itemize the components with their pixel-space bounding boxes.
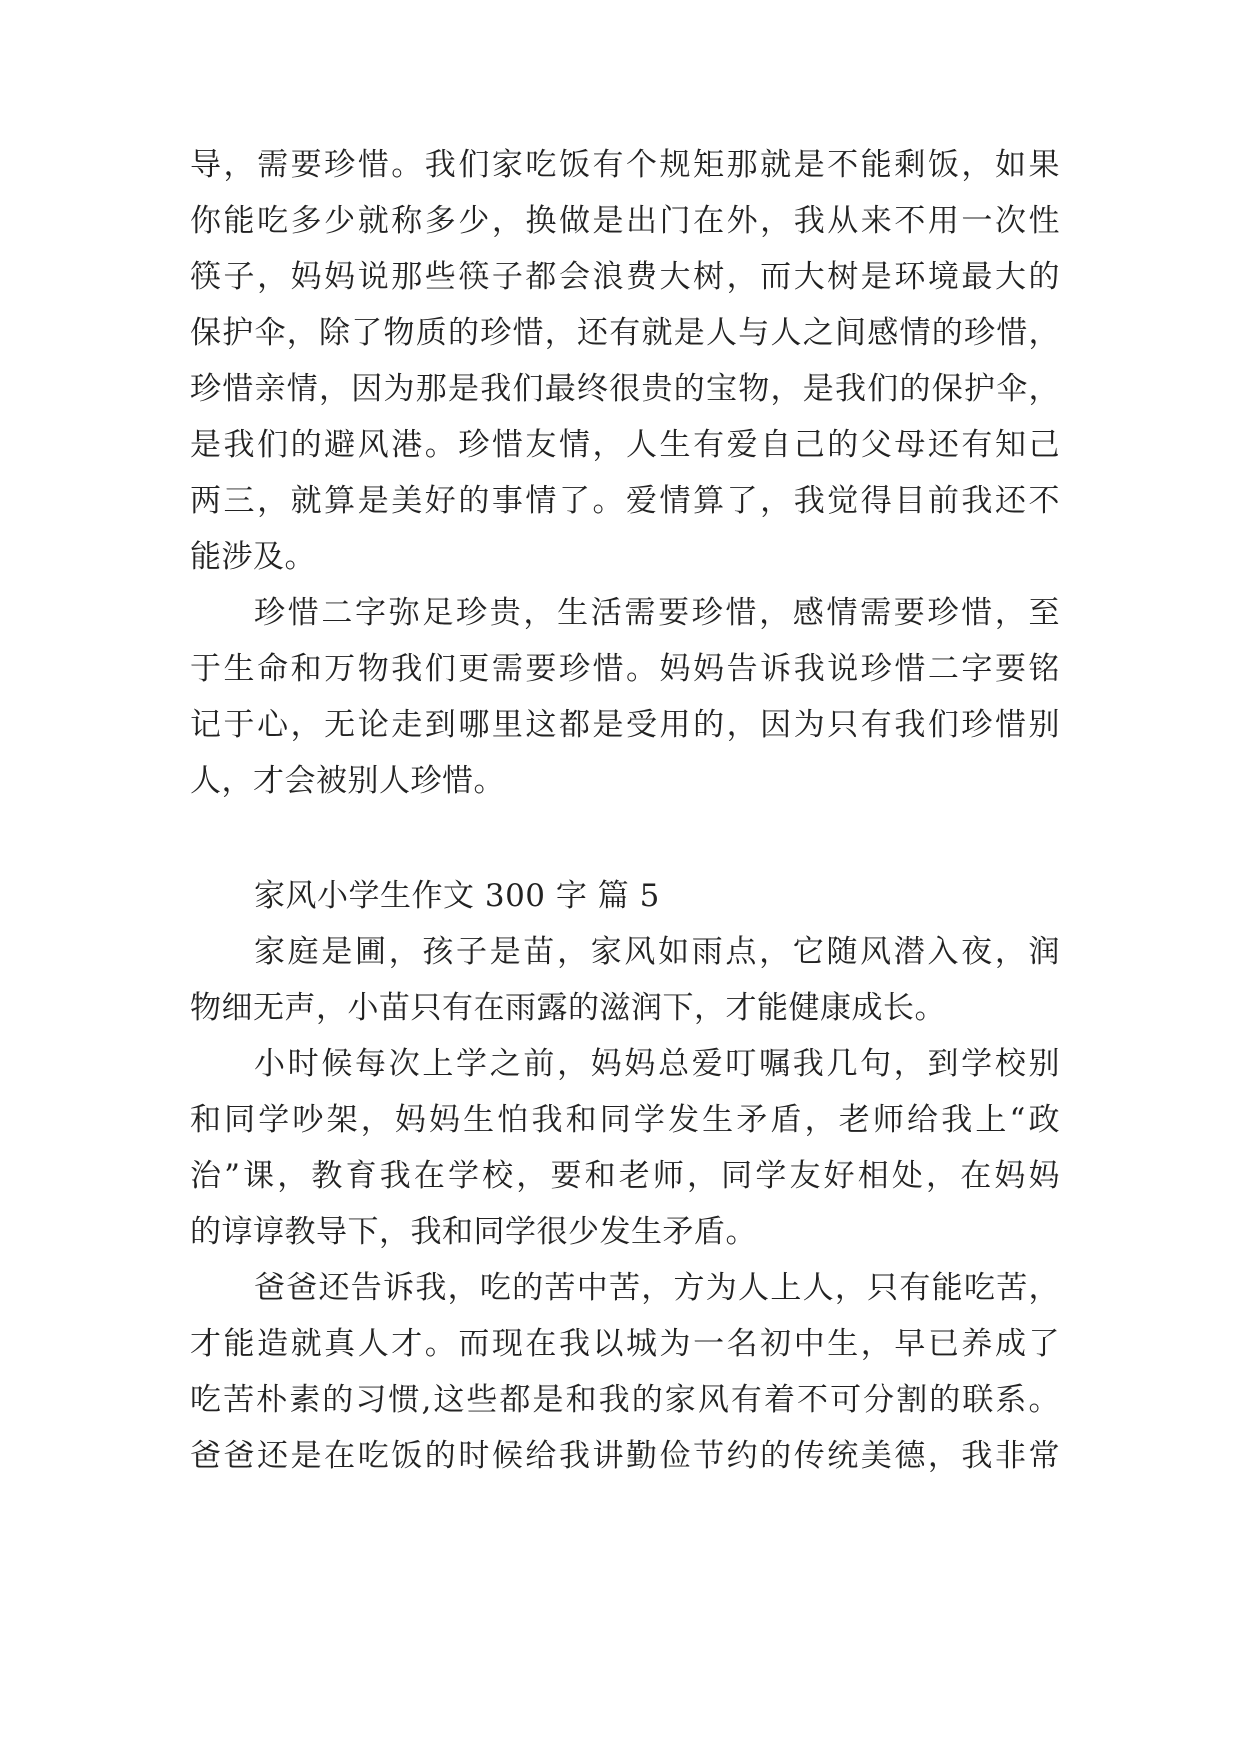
text-line: 吃苦朴素的习惯,这些都是和我的家风有着不可分割的联系。	[190, 1382, 1060, 1418]
text-line: 物细无声，小苗只有在雨露的滋润下，才能健康成长。	[190, 990, 946, 1026]
text-line: 治”课，教育我在学校，要和老师，同学友好相处，在妈妈	[190, 1158, 1060, 1194]
text-line: 筷子，妈妈说那些筷子都会浪费大树，而大树是环境最大的	[190, 259, 1060, 295]
text-line: 珍惜二字弥足珍贵，生活需要珍惜，感情需要珍惜，至	[254, 595, 1060, 631]
text-line: 于生命和万物我们更需要珍惜。妈妈告诉我说珍惜二字要铭	[190, 651, 1060, 687]
text-line: 你能吃多少就称多少，换做是出门在外，我从来不用一次性	[190, 203, 1060, 239]
text-line: 记于心，无论走到哪里这都是受用的，因为只有我们珍惜别	[190, 707, 1060, 743]
text-line: 导，需要珍惜。我们家吃饭有个规矩那就是不能剩饭，如果	[190, 147, 1060, 183]
text-line: 人，才会被别人珍惜。	[190, 763, 505, 799]
text-line: 家庭是圃，孩子是苗，家风如雨点，它随风潜入夜，润	[254, 934, 1060, 970]
text-line: 能涉及。	[190, 539, 316, 575]
text-line: 珍惜亲情，因为那是我们最终很贵的宝物，是我们的保护伞，	[190, 371, 1060, 407]
text-line: 两三，就算是美好的事情了。爱情算了，我觉得目前我还不	[190, 483, 1060, 519]
text-line: 爸爸还是在吃饭的时候给我讲勤俭节约的传统美德，我非常	[190, 1438, 1060, 1474]
text-line: 小时候每次上学之前，妈妈总爱叮嘱我几句，到学校别	[254, 1046, 1060, 1082]
text-line: 才能造就真人才。而现在我以城为一名初中生，早已养成了	[190, 1326, 1060, 1362]
text-line: 保护伞，除了物质的珍惜，还有就是人与人之间感情的珍惜，	[190, 315, 1060, 351]
section-heading: 家风小学生作文 300 字 篇 5	[254, 878, 660, 914]
text-line: 爸爸还告诉我，吃的苦中苦，方为人上人，只有能吃苦，	[254, 1270, 1060, 1306]
text-line: 和同学吵架，妈妈生怕我和同学发生矛盾，老师给我上“政	[190, 1102, 1060, 1138]
text-line: 是我们的避风港。珍惜友情，人生有爱自己的父母还有知己	[190, 427, 1060, 463]
text-line: 的谆谆教导下，我和同学很少发生矛盾。	[190, 1214, 757, 1250]
